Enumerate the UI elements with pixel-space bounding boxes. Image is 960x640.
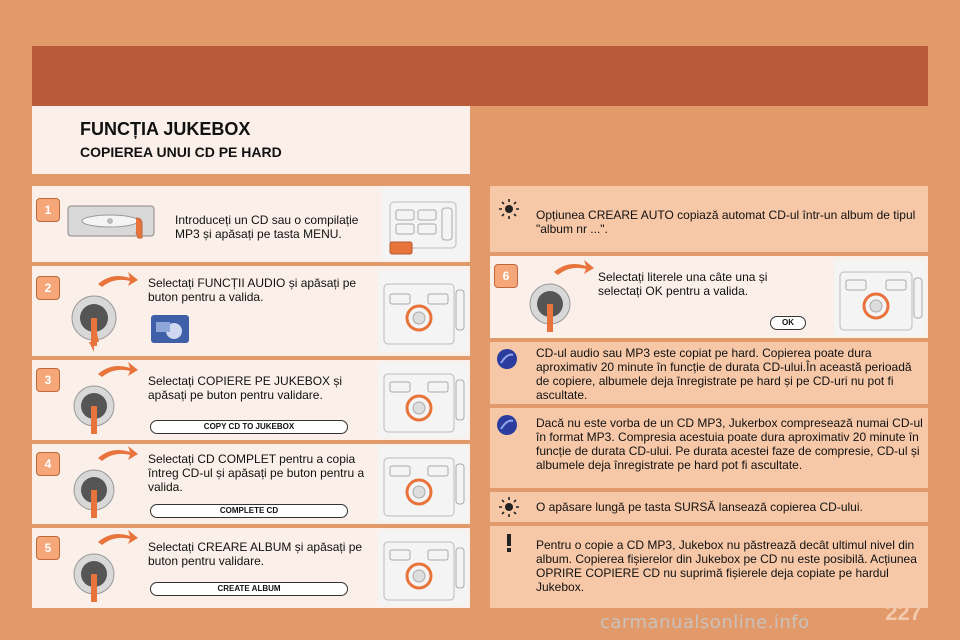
step-2-panel	[32, 266, 470, 356]
title-box	[32, 106, 470, 174]
radio-panel-menu	[382, 188, 468, 260]
step-5-badge: 5	[36, 536, 60, 560]
blue-disc-icon	[496, 348, 518, 370]
step-3-panel	[32, 360, 470, 440]
step-3-text: Selectați COPIERE PE JUKEBOX și apăsați pe buton pentru validare.	[148, 374, 343, 402]
create-album-key[interactable]: CREATE ALBUM	[150, 582, 348, 596]
step-5-panel	[32, 528, 470, 608]
complete-cd-key[interactable]: COMPLETE CD	[150, 504, 348, 518]
step-1-text: Introduceți un CD sau o compilație MP3 și apăsați pe tasta MENU.	[175, 213, 359, 241]
page-subtitle: COPIEREA UNUI CD PE HARD	[80, 144, 282, 160]
audio-functions-icon	[150, 314, 192, 344]
step-6-panel	[490, 256, 928, 338]
radio-panel-knob	[378, 446, 468, 522]
warning-text: Pentru o copie a CD MP3, Jukebox nu păstrează decât ultimul nivel din album. Copierea fișierelor din Jukebox pe CD nu este posibilă. Acțiunea OPRIRE COPIERE CD nu suprimă fișierele deja copiate pe hardul Jukebox.	[536, 538, 917, 594]
header-banner	[32, 46, 928, 106]
watermark: carmanualsonline.info	[600, 612, 810, 633]
copy-duration-text: CD-ul audio sau MP3 este copiat pe hard. Copierea poate dura aproximativ 20 minute în funcție de durata CD-ului.În această perioadă de copiere, albumele deja înregistrate pe hard și pe CD-uri nu pot fi ascultate.	[536, 346, 912, 402]
sun-icon	[498, 198, 520, 220]
sun-icon	[498, 496, 520, 518]
copy-duration-note	[490, 342, 928, 404]
step-2-text: Selectați FUNCȚII AUDIO și apăsați pe buton pentru a valida.	[148, 276, 357, 304]
warning-note	[490, 526, 928, 608]
step-6-text: Selectați literele una câte una și selectați OK pentru a valida.	[598, 270, 768, 298]
step-2-badge: 2	[36, 276, 60, 300]
step-1-badge: 1	[36, 198, 60, 222]
source-key-note	[490, 492, 928, 522]
blue-disc-icon	[496, 414, 518, 436]
page-title: FUNCȚIA JUKEBOX	[80, 119, 251, 139]
exclamation-icon	[498, 532, 520, 554]
step-4-badge: 4	[36, 452, 60, 476]
ok-key[interactable]: OK	[770, 316, 806, 330]
radio-panel-knob	[378, 530, 468, 606]
rotate-knob-icon	[68, 360, 140, 440]
source-key-text: O apăsare lungă pe tasta SURSĂ lansează copierea CD-ului.	[536, 500, 863, 514]
rotate-knob-icon	[68, 444, 140, 524]
auto-create-note	[490, 186, 928, 252]
radio-panel-knob	[378, 270, 468, 352]
step-4-text: Selectați CD COMPLET pentru a copia întreg CD-ul și apăsați pe buton pentru a valida.	[148, 452, 365, 494]
step-1-panel	[32, 186, 470, 262]
rotate-knob-icon	[68, 528, 140, 608]
compression-text: Dacă nu este vorba de un CD MP3, Jukerbox compresează numai CD-ul în format MP3. Compresia acestuia poate dura aproximativ 20 minute în funcție de durata CD-ului. Pe durata acestei faze de compresie, CD-ul și albumele deja înregistrate pe hard pot fi ascultate.	[536, 416, 923, 472]
step-5-text: Selectați CREARE ALBUM și apăsați pe buton pentru validare.	[148, 540, 363, 568]
radio-panel-knob	[378, 362, 468, 438]
radio-panel-knob	[834, 260, 926, 336]
rotate-knob-icon	[524, 258, 596, 338]
cd-slot-icon	[66, 202, 158, 242]
step-3-badge: 3	[36, 368, 60, 392]
copy-cd-to-jukebox-key[interactable]: COPY CD TO JUKEBOX	[150, 420, 348, 434]
rotate-knob-icon	[68, 270, 140, 354]
page-number: 227	[885, 600, 922, 625]
compression-note	[490, 408, 928, 488]
step-4-panel	[32, 444, 470, 524]
step-6-badge: 6	[494, 264, 518, 288]
auto-create-text: Opțiunea CREARE AUTO copiază automat CD-ul într-un album de tipul "album nr ...".	[536, 208, 916, 236]
